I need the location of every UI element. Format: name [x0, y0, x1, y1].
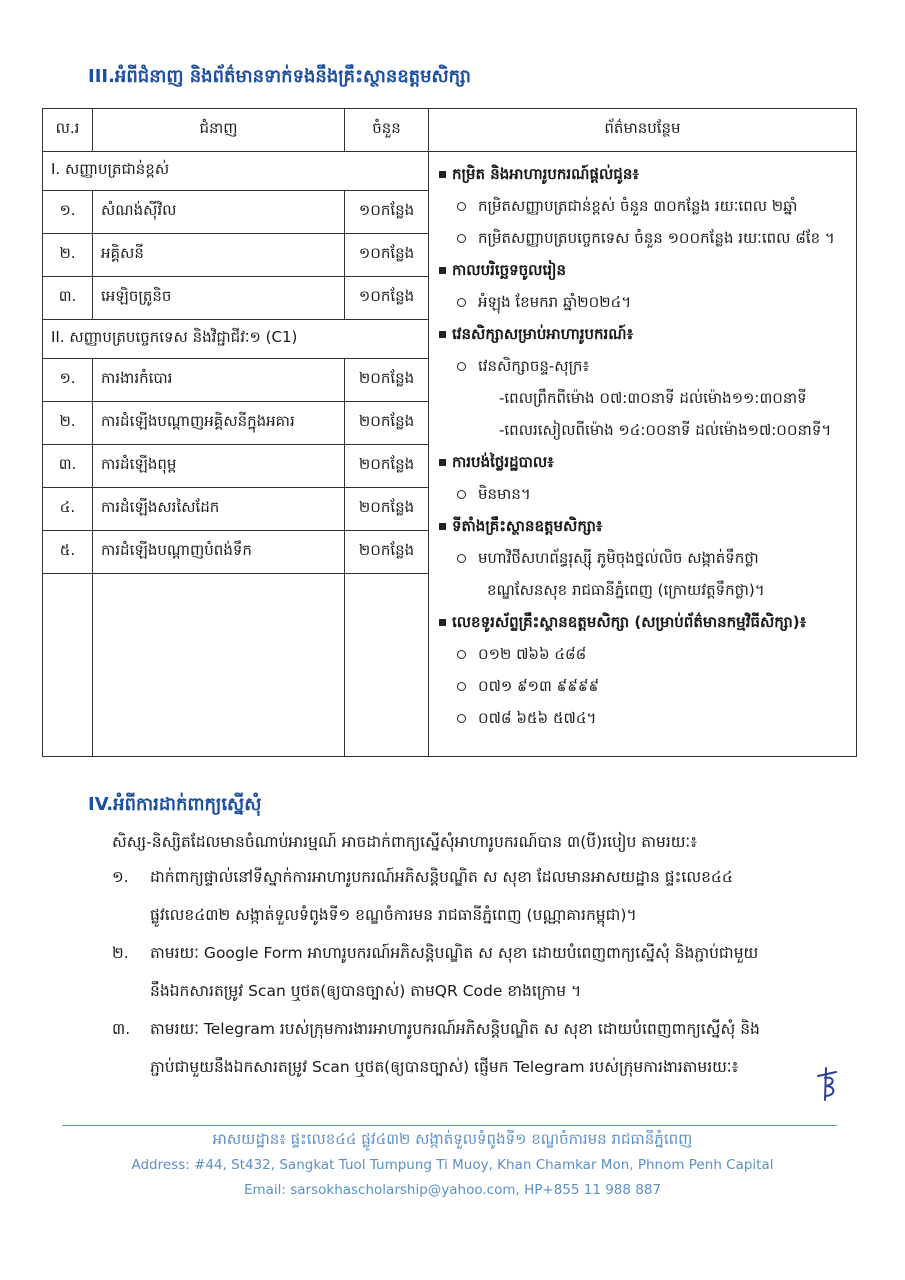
item-text: តាមរយៈ Telegram របស់ក្រុមការងារអាហារូបករណ៍អភិសន្តិបណ្ឌិត ស សុខា ដោយបំពេញពាក្យស្នើសុំ និង	[150, 1020, 760, 1038]
row-skill: ការដំឡើងបណ្តាញបំពង់ទឹក	[93, 531, 345, 574]
info-bullet: មហាវិថីសហព័ន្ធរុស្ស៊ី ភូមិចុងថ្នល់លិច សង្កាត់ទឹកថ្លា	[439, 542, 848, 574]
phone-number: ០៧១ ៩១៣ ៩៩៩៩	[439, 670, 848, 702]
row-count: ២០កន្លែង	[345, 402, 429, 445]
row-skill: សំណង់ស៊ីវិល	[93, 191, 345, 234]
info-bullet: អំឡុង ខែមករា ឆ្នាំ២០២៤។	[439, 286, 848, 318]
square-bullet-icon	[439, 523, 446, 530]
category-row	[43, 152, 857, 191]
row-count: ២០កន្លែង	[345, 488, 429, 531]
info-bullet: កម្រិតសញ្ញាបត្រជាន់ខ្ពស់ ចំនួន ៣០កន្លែង រយៈពេល ២ឆ្នាំ	[439, 190, 848, 222]
info-continuation: ខណ្ឌសែនសុខ រាជធានីភ្នំពេញ (ក្រោយវត្តទឹកថ្លា)។	[487, 581, 765, 599]
row-count: ២០កន្លែង	[345, 359, 429, 402]
row-number: ២.	[43, 234, 93, 277]
row-number: ២.	[43, 402, 93, 445]
footer-address-khmer: អាសយដ្ឋាន៖ ផ្ទះលេខ៤៤ ផ្លូវ៤៣២ សង្កាត់ទួលទំពូងទី១ ខណ្ឌចំការមន រាជធានីភ្នំពេញ	[212, 1130, 693, 1148]
row-number: ១.	[43, 191, 93, 234]
circle-bullet-icon	[457, 234, 466, 243]
square-bullet-icon	[439, 459, 446, 466]
row-count: ២០កន្លែង	[345, 445, 429, 488]
application-method-1	[112, 858, 872, 934]
category-technical-diploma: II. សញ្ញាបត្របច្ចេកទេស និងវិជ្ជាជីវៈ១ (C1)	[43, 320, 429, 359]
info-bullet: វេនសិក្សាចន្ទ-សុក្រ៖	[439, 350, 848, 382]
section-4-title: IV.អំពីការដាក់ពាក្យស្នើសុំ	[88, 794, 262, 815]
row-skill: ការដំឡើងពុម្ព	[93, 445, 345, 488]
row-count: ១០កន្លែង	[345, 191, 429, 234]
circle-bullet-icon	[457, 490, 466, 499]
info-detail: -ពេលព្រឹកពីម៉ោង ០៧:៣០នាទី ដល់ម៉ោង១១:៣០នាទី	[499, 389, 807, 407]
row-skill: អេឡិចត្រូនិច	[93, 277, 345, 320]
empty-cell	[43, 574, 93, 757]
info-detail: -ពេលរសៀលពីម៉ោង ១៤:០០នាទី ដល់ម៉ោង១៧:០០នាទី។	[499, 421, 832, 439]
header-info: ព័ត៌មានបន្ថែម	[429, 109, 857, 152]
header-no: ល.រ	[43, 109, 93, 152]
circle-bullet-icon	[457, 650, 466, 659]
square-bullet-icon	[439, 267, 446, 274]
header-count: ចំនួន	[345, 109, 429, 152]
table-header-row	[43, 109, 857, 152]
application-method-3	[112, 1010, 872, 1086]
footer-email: Email: sarsokhascholarship@yahoo.com, HP+855 11 988 887	[243, 1182, 662, 1198]
skills-table	[42, 108, 857, 757]
item-text-continued: ភ្ជាប់ជាមួយនឹងឯកសារតម្រូវ Scan ឬថត(ឲ្យបានច្បាស់) ផ្ញើមក Telegram របស់ក្រុមការងារតាមរយៈ៖	[150, 1058, 739, 1076]
row-number: ៥.	[43, 531, 93, 574]
category-higher-diploma: I. សញ្ញាបត្រជាន់ខ្ពស់	[43, 152, 429, 191]
square-bullet-icon	[439, 171, 446, 178]
circle-bullet-icon	[457, 714, 466, 723]
info-heading: ការបង់ថ្លៃរដ្ឋបាល៖	[439, 446, 848, 478]
info-heading: លេខទូរស័ព្ទគ្រឹះស្ថានឧត្តមសិក្សា (សម្រាប់ព័ត៌មានកម្មវិធីសិក្សា)៖	[439, 606, 848, 638]
circle-bullet-icon	[457, 298, 466, 307]
info-heading: វេនសិក្សាសម្រាប់អាហារូបករណ៍៖	[439, 318, 848, 350]
item-number: ២.	[112, 944, 129, 962]
info-bullet: មិនមាន។	[439, 478, 848, 510]
row-skill: ការដំឡើងបណ្តាញអគ្គិសនីក្នុងអគារ	[93, 402, 345, 445]
info-heading: កម្រិត និងអាហារូបករណ៍ផ្តល់ជូន៖	[439, 158, 848, 190]
handwritten-initial-mark	[812, 1064, 840, 1104]
item-number: ៣.	[112, 1020, 131, 1038]
item-text-continued: ផ្លូវលេខ៤៣២ សង្កាត់ទួលទំពូងទី១ ខណ្ឌចំការមន រាជធានីភ្នំពេញ (បណ្ណាគារកម្ពុជា)។	[150, 906, 637, 924]
row-skill: អគ្គិសនី	[93, 234, 345, 277]
square-bullet-icon	[439, 619, 446, 626]
circle-bullet-icon	[457, 682, 466, 691]
info-heading: ទីតាំងគ្រឹះស្ថានឧត្តមសិក្សា៖	[439, 510, 848, 542]
circle-bullet-icon	[457, 362, 466, 371]
row-skill: ការដំឡើងសរសៃដែក	[93, 488, 345, 531]
info-bullet: កម្រិតសញ្ញាបត្របច្ចេកទេស ចំនួន ១០០កន្លែង រយៈពេល ៨ខែ ។	[439, 222, 848, 254]
phone-number: ០១២ ៧៦៦ ៤៨៨	[439, 638, 848, 670]
section-3-title: III.អំពីជំនាញ និងព័ត៌មានទាក់ទងនឹងគ្រឹះស្ថានឧត្តមសិក្សា	[88, 66, 471, 87]
circle-bullet-icon	[457, 554, 466, 563]
empty-cell	[345, 574, 429, 757]
row-count: ១០កន្លែង	[345, 234, 429, 277]
row-number: ៣.	[43, 445, 93, 488]
row-number: ៣.	[43, 277, 93, 320]
application-method-2	[112, 934, 872, 1010]
phone-number: ០៧៨ ៦៥៦ ៥៧៤។	[439, 702, 848, 734]
row-number: ១.	[43, 359, 93, 402]
item-text: តាមរយៈ Google Form អាហារូបករណ៍អភិសន្តិបណ្ឌិត ស សុខា ដោយបំពេញពាក្យស្នើសុំ និងភ្ជាប់ជាមួយ	[150, 944, 759, 962]
empty-cell	[93, 574, 345, 757]
header-skill: ជំនាញ	[93, 109, 345, 152]
item-text: ដាក់ពាក្យផ្ទាល់នៅទីស្នាក់ការអាហារូបករណ៍អភិសន្តិបណ្ឌិត ស សុខា ដែលមានអាសយដ្ឋាន ផ្ទះលេខ៤៤	[150, 868, 733, 886]
row-count: ២០កន្លែង	[345, 531, 429, 574]
application-intro: សិស្ស-និស្សិតដែលមានចំណាប់អារម្មណ៍ អាចដាក់ពាក្យស្នើសុំអាហារូបករណ៍បាន ៣(បី)របៀប តាមរយៈ៖	[112, 833, 698, 851]
additional-info-cell	[429, 152, 857, 757]
row-number: ៤.	[43, 488, 93, 531]
row-count: ១០កន្លែង	[345, 277, 429, 320]
footer-divider	[62, 1125, 837, 1126]
circle-bullet-icon	[457, 202, 466, 211]
footer-address-english: Address: #44, St432, Sangkat Tuol Tumpung Ti Muoy, Khan Chamkar Mon, Phnom Penh Capital	[131, 1157, 774, 1173]
square-bullet-icon	[439, 331, 446, 338]
item-text-continued: នឹងឯកសារតម្រូវ Scan ឬថត(ឲ្យបានច្បាស់) តាមQR Code ខាងក្រោម ។	[150, 982, 582, 1000]
item-number: ១.	[112, 868, 129, 886]
row-skill: ការងារកំបោរ	[93, 359, 345, 402]
info-heading: កាលបរិច្ឆេទចូលរៀន	[439, 254, 848, 286]
